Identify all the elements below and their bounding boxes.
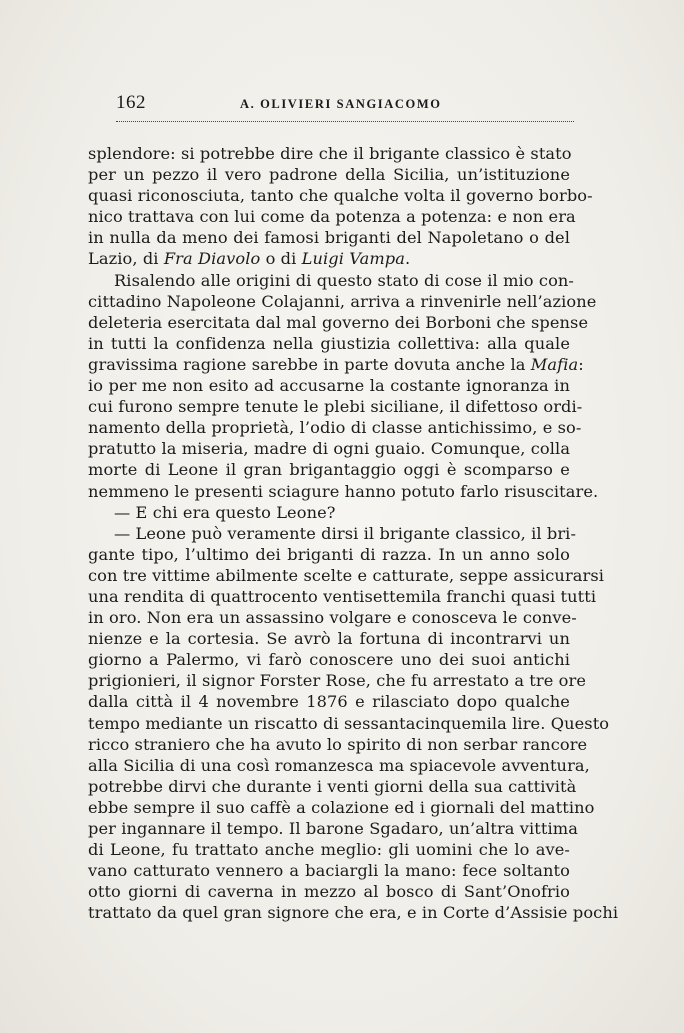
text-line: nemmeno le presenti sciagure hanno potuto farlo risuscitare.	[88, 481, 599, 501]
text-line: — E chi era questo Leone?	[114, 502, 336, 522]
text-line: giorno a Palermo, vi farò conoscere uno dei suoi antichi	[88, 650, 570, 670]
text-line: splendore: si potrebbe dire che il brigante classico è stato	[88, 144, 572, 163]
text-line: in oro. Non era un assassino volgare e conosceva le conve-	[88, 608, 577, 628]
text-line: di Leone, fu trattato anche meglio: gli uomini che lo ave-	[88, 840, 570, 860]
italic-name: Fra Diavolo	[163, 249, 261, 269]
text-line: cittadino Napoleone Colajanni, arriva a rinvenirle nell’azione	[88, 291, 597, 311]
text-line: io per me non esito ad accusarne la costante ignoranza in	[88, 376, 570, 396]
text-line	[88, 354, 584, 375]
text-line: morte di Leone il gran brigantaggio oggi è scomparso e	[88, 460, 570, 480]
text-line: nico trattava con lui come da potenza a potenza: e non era	[88, 207, 576, 227]
text-line: ebbe sempre il suo caffè a colazione ed i giornali del mattino	[88, 797, 595, 817]
text-line: prigionieri, il signor Forster Rose, che fu arrestato a tre ore	[88, 671, 587, 691]
text-line: trattato da quel gran signore che era, e in Corte d’Assisie pochi	[88, 903, 619, 923]
text-run: gravissima ragione sarebbe in parte dovuta anche la	[88, 354, 531, 374]
text-line: Risalendo alle origini di questo stato di cose il mio con-	[114, 270, 575, 290]
text-line: gante tipo, l’ultimo dei briganti di razza. In un anno solo	[88, 544, 570, 564]
italic-name: Mafia	[530, 354, 579, 374]
text-line: in nulla da meno dei famosi briganti del Napoletano o del	[88, 228, 570, 248]
text-line: deleteria esercitata dal mal governo dei Borboni che spense	[88, 312, 589, 332]
text-line: — Leone può veramente dirsi il brigante classico, il bri-	[114, 523, 577, 543]
text-line: ricco straniero che ha avuto lo spirito di non serbar rancore	[88, 734, 588, 754]
text-line: con tre vittime abilmente scelte e catturate, seppe assicurarsi	[88, 565, 605, 585]
text-line: una rendita di quattrocento ventisettemila franchi quasi tutti	[88, 586, 597, 606]
text-line: nienze e la cortesia. Se avrò la fortuna di incontrarvi un	[88, 629, 570, 649]
text-line: in tutti la confidenza nella giustizia collettiva: alla quale	[88, 333, 570, 353]
text-line: quasi riconosciuta, tanto che qualche volta il governo borbo-	[88, 186, 593, 206]
text-line: dalla città il 4 novembre 1876 e rilasciato dopo qualche	[88, 692, 570, 712]
italic-name: Luigi Vampa	[301, 249, 406, 269]
text-line: alla Sicilia di una così romanzesca ma spiacevole avventura,	[88, 755, 590, 775]
text-line: potrebbe dirvi che durante i venti giorni della sua cattività	[88, 776, 577, 796]
text-run: :	[578, 354, 584, 374]
text-line: pratutto la miseria, madre di ogni guaio. Comunque, colla	[88, 439, 571, 459]
text-line: cui furono sempre tenute le plebi siciliane, il difettoso ordi-	[88, 397, 583, 417]
text-line: vano catturato vennero a baciargli la mano: fece soltanto	[88, 861, 570, 881]
body-text	[88, 143, 619, 923]
running-head: A. OLIVIERI SANGIACOMO	[240, 97, 442, 111]
text-line: namento della proprietà, l’odio di classe antichissimo, e so-	[88, 418, 582, 438]
text-line: otto giorni di caverna in mezzo al bosco di Sant’Onofrio	[88, 882, 570, 902]
text-run: o di	[260, 249, 302, 269]
text-run: .	[405, 249, 411, 269]
text-line: tempo mediante un riscatto di sessantacinquemila lire. Questo	[88, 713, 610, 733]
text-line	[88, 248, 570, 269]
header-dotted-rule	[116, 121, 574, 122]
text-line: per ingannare il tempo. Il barone Sgadaro, un’altra vittima	[88, 819, 578, 838]
text-run: Lazio, di	[88, 249, 164, 269]
text-line: per un pezzo il vero padrone della Sicilia, un’istituzione	[88, 165, 570, 185]
page-header	[116, 88, 574, 118]
page-number: 162	[116, 92, 146, 113]
